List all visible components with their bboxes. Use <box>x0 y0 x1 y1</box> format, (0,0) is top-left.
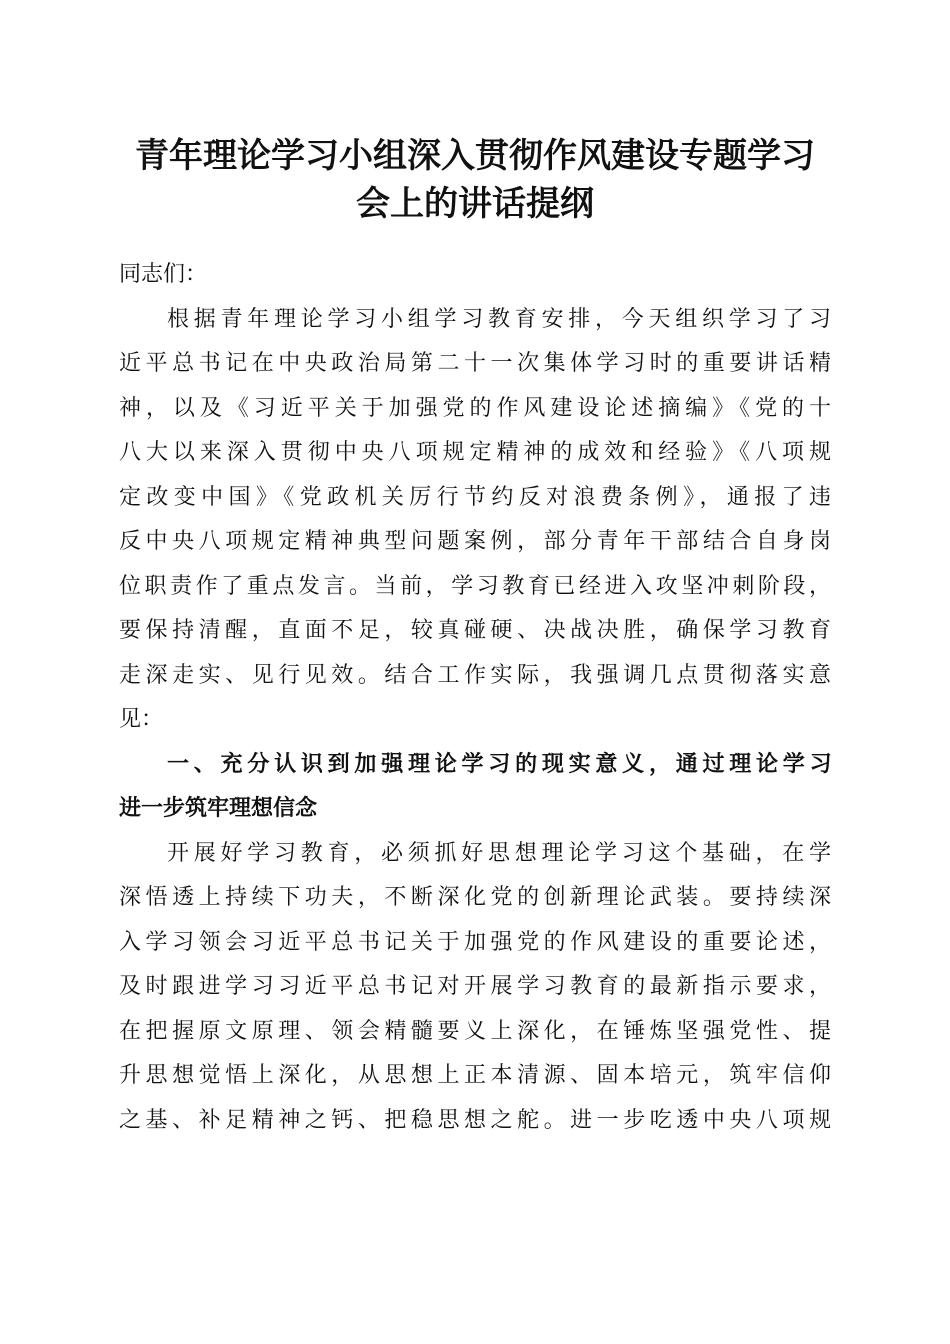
title-line: 青年理论学习小组深入贯彻作风建设专题学习 <box>135 136 815 176</box>
text-line: 神，以及《习近平关于加强党的作风建设论述摘编》《党的十 <box>119 395 831 421</box>
text-line: 升思想觉悟上深化，从思想上正本清源、固本培元，筑牢信仰 <box>119 1063 831 1088</box>
paragraph-section-1 <box>119 832 831 1144</box>
text-line: 要保持清醒，直面不足，较真碰硬、决战决胜，确保学习教育 <box>119 618 831 643</box>
heading-line: 进一步筑牢理想信念 <box>119 796 318 821</box>
text-line: 位职责作了重点发言。当前，学习教育已经进入攻坚冲刺阶段， <box>119 573 831 599</box>
heading-line: 一、充分认识到加强理论学习的现实意义，通过理论学习 <box>167 751 831 777</box>
text-line: 近平总书记在中央政治局第二十一次集体学习时的重要讲话精 <box>119 351 831 376</box>
salutation: 同志们： <box>119 262 208 287</box>
text-line: 走深走实、见行见效。结合工作实际，我强调几点贯彻落实意 <box>119 662 831 688</box>
text-line: 之基、补足精神之钙、把稳思想之舵。进一步吃透中央八项规 <box>119 1107 831 1133</box>
text-line: 深悟透上持续下功夫，不断深化党的创新理论武装。要持续深 <box>119 885 831 910</box>
text-line: 根据青年理论学习小组学习教育安排，今天组织学习了习 <box>167 306 831 332</box>
document-body <box>119 253 831 1143</box>
section-heading-1 <box>119 743 831 832</box>
title-line: 会上的讲话提纲 <box>356 184 594 224</box>
text-line: 在把握原文原理、领会精髓要义上深化，在锤炼坚强党性、提 <box>119 1018 831 1044</box>
text-line: 开展好学习教育，必须抓好思想理论学习这个基础，在学 <box>167 840 831 866</box>
text-line: 八大以来深入贯彻中央八项规定精神的成效和经验》《八项规 <box>119 440 831 465</box>
text-line: 及时跟进学习习近平总书记对开展学习教育的最新指示要求， <box>119 974 831 999</box>
text-line: 见： <box>119 707 164 732</box>
text-line: 入学习领会习近平总书记关于加强党的作风建设的重要论述， <box>119 929 831 955</box>
paragraph-intro <box>119 298 831 743</box>
text-line: 反中央八项规定精神典型问题案例，部分青年干部结合自身岗 <box>119 529 831 554</box>
document-title <box>100 132 850 228</box>
text-line: 定改变中国》《党政机关厉行节约反对浪费条例》，通报了违 <box>119 484 831 510</box>
